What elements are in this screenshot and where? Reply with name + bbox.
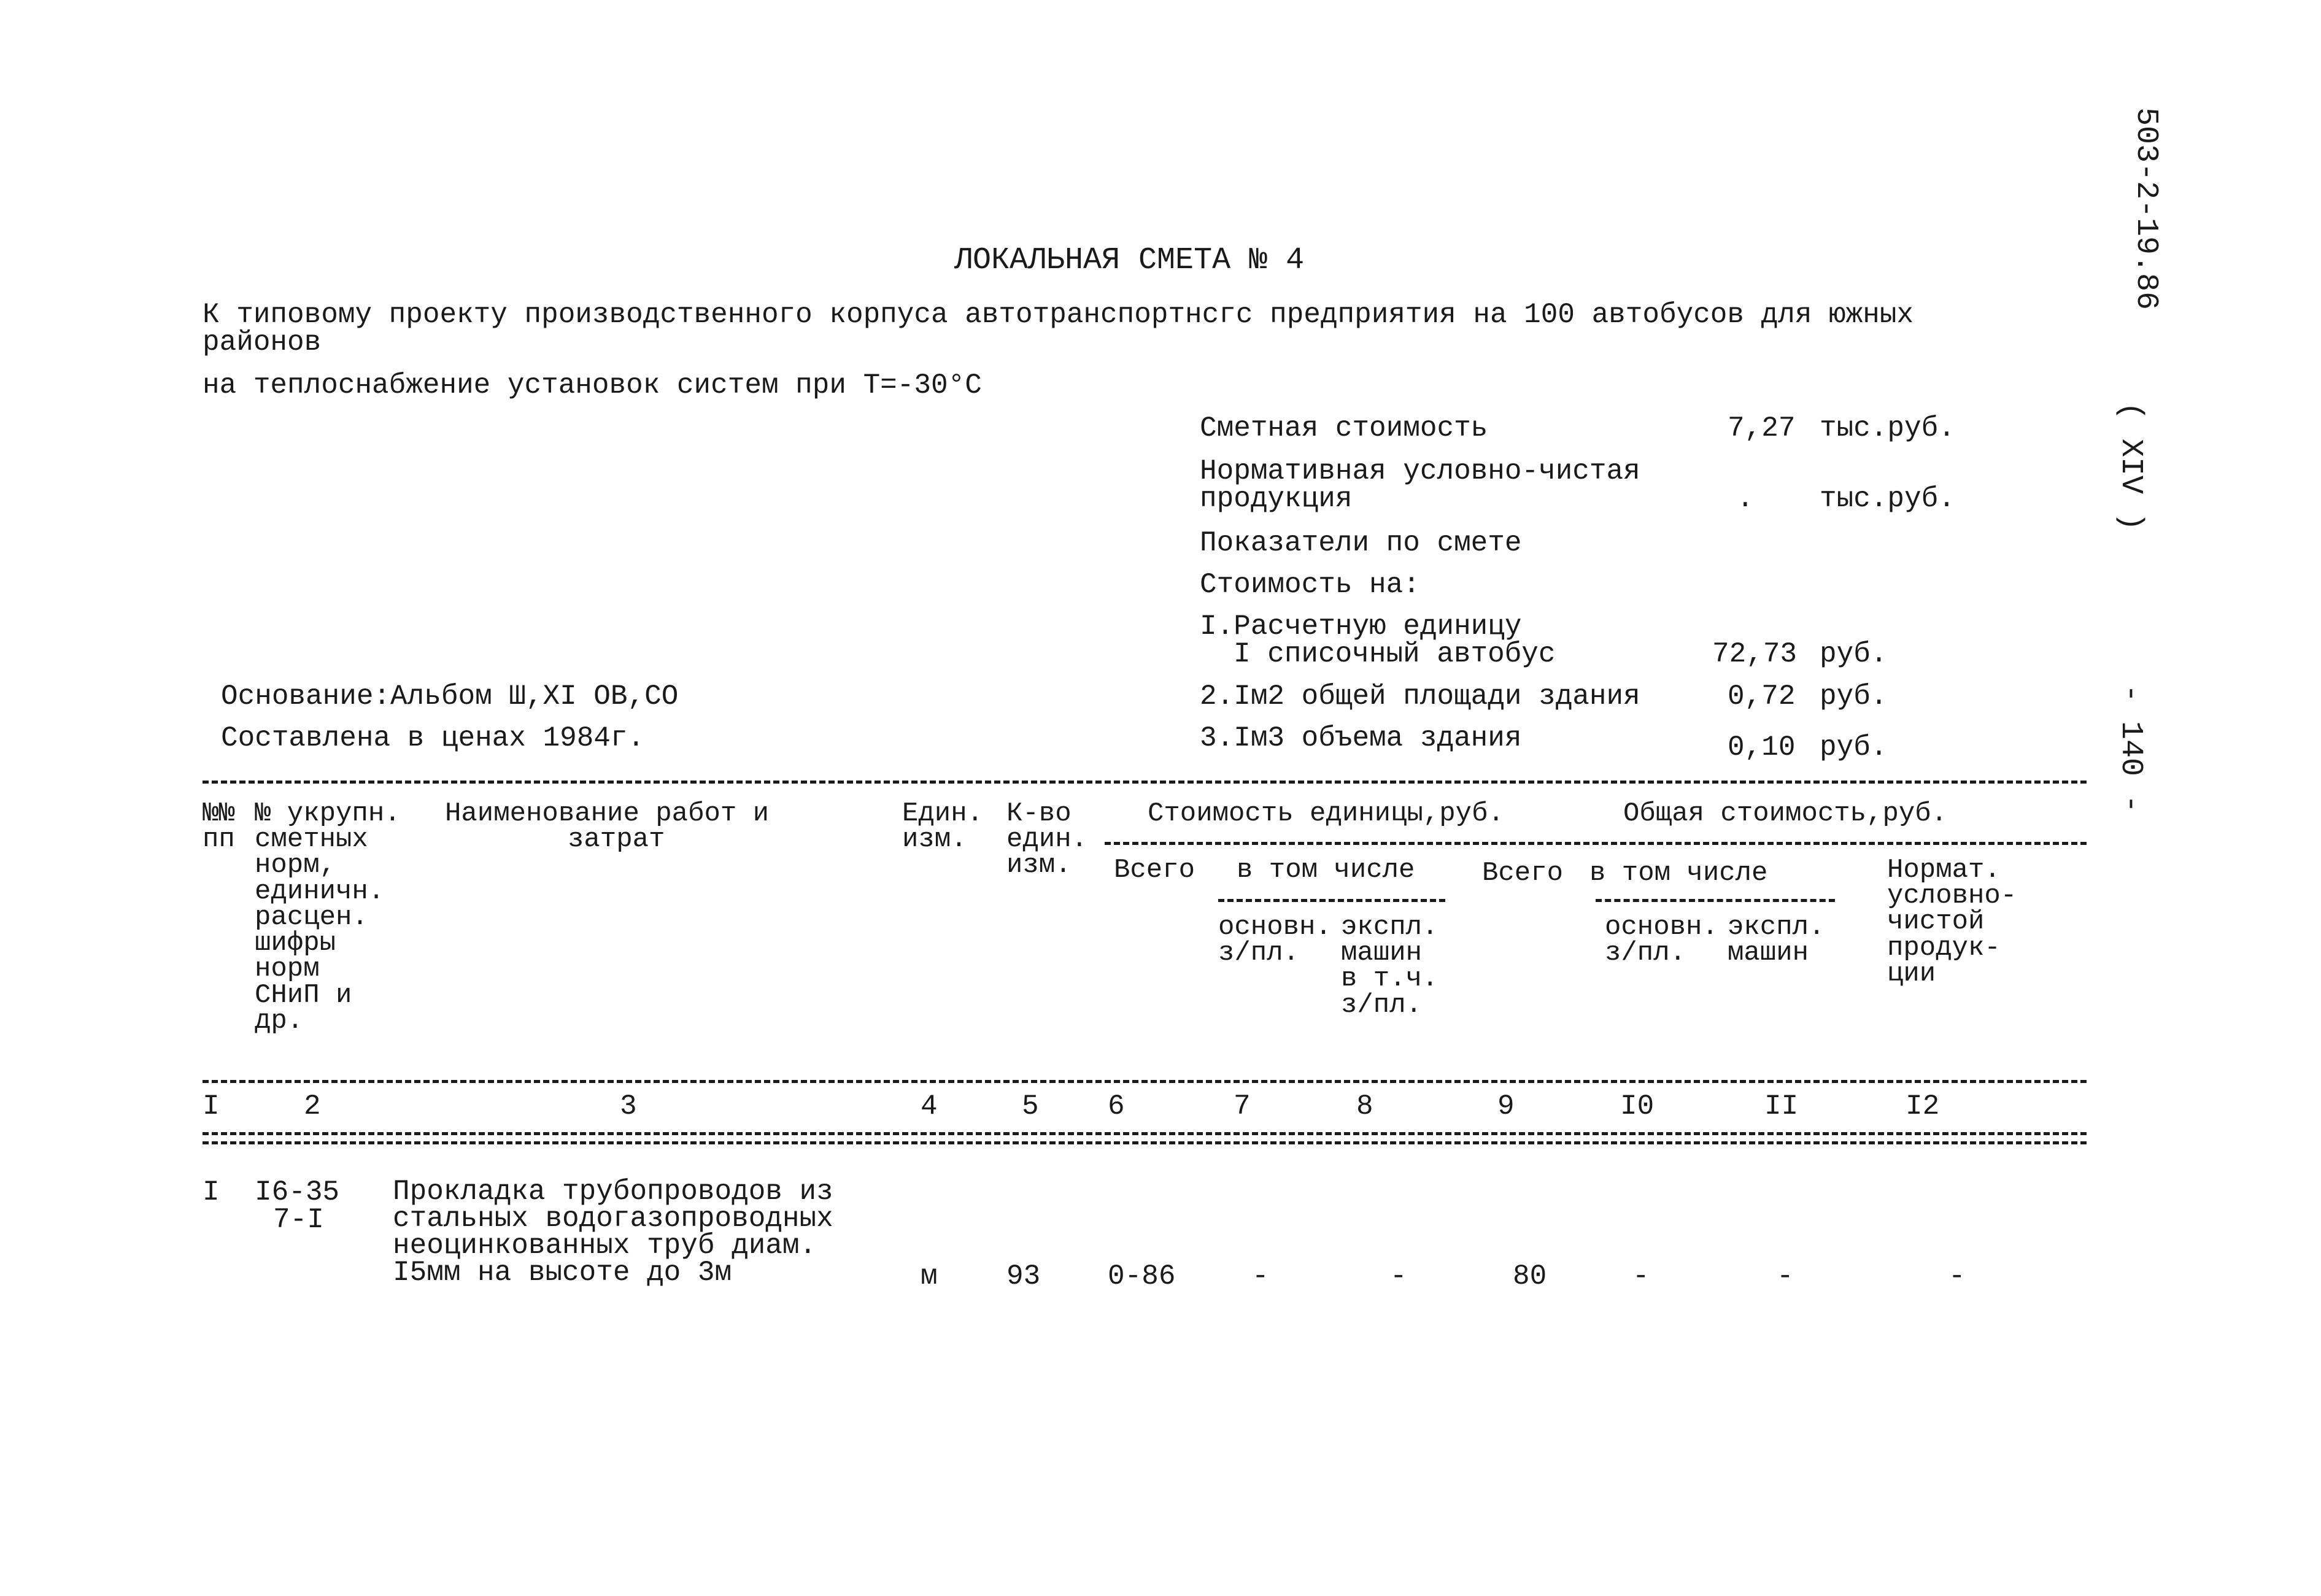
row-code-1: I6-35 — [255, 1176, 340, 1208]
header-bottom-rule — [203, 1080, 2087, 1083]
row-total-mach: - — [1777, 1260, 1794, 1292]
summary-ind1-value: 72,73 — [1712, 638, 1798, 670]
column-number-11: II — [1764, 1090, 1799, 1122]
header-col-norm-product: Нормат. условно- чистой продук- ции — [1887, 855, 2017, 989]
side-page-number: - 140 - — [2113, 684, 2148, 814]
row-unit-wage: - — [1252, 1260, 1269, 1292]
row-unit-total: 0-86 — [1108, 1260, 1176, 1292]
column-number-2: 2 — [304, 1090, 321, 1122]
header-col-unit-total: Всего — [1114, 855, 1195, 885]
header-unit-incl: в том числе — [1237, 855, 1415, 885]
summary-cost-value: 7,27 — [1728, 412, 1796, 444]
intro-line-1: К типовому проекту производственного корпуса автотранспортнсгс предприятия на 100 автобусов для южных — [203, 299, 1914, 331]
summary-ind1-unit: руб. — [1820, 638, 1888, 670]
row-norm-product: - — [1948, 1260, 1966, 1292]
column-number-5: 5 — [1022, 1090, 1039, 1122]
summary-cost-for: Стоимость на: — [1200, 569, 1420, 601]
header-col-name-2: затрат — [568, 824, 665, 855]
header-col-name-1: Наименование работ и — [445, 798, 770, 829]
column-number-7: 7 — [1234, 1090, 1251, 1122]
header-total-incl: в том числе — [1589, 858, 1768, 889]
summary-ind2-unit: руб. — [1820, 680, 1888, 712]
intro-line-3: на теплоснабжение установок систем при Т=-30°С — [203, 369, 982, 401]
document-title: ЛОКАЛЬНАЯ СМЕТА № 4 — [954, 243, 1305, 278]
column-number-3: 3 — [620, 1090, 637, 1122]
row-total: 80 — [1513, 1260, 1547, 1292]
column-number-9: 9 — [1497, 1090, 1515, 1122]
intro-line-2: районов — [203, 326, 322, 358]
header-unit-cost-group: Стоимость единицы,руб. — [1148, 798, 1504, 829]
summary-ind2-label: 2.Iм2 общей площади здания — [1200, 680, 1640, 712]
side-code: 503-2-19.86 — [2128, 107, 2163, 310]
basis-prices: Составлена в ценах 1984г. — [221, 722, 645, 754]
row-work-name: Прокладка трубопроводов из стальных водогазопроводных неоцинкованных труб диам. I5мм на высоте до 3м — [393, 1176, 833, 1289]
header-col-qty: К-во един. изм. — [1006, 798, 1088, 881]
table-top-rule — [203, 781, 2087, 784]
header-col-total-mach: экспл. машин — [1728, 912, 1825, 969]
column-number-4: 4 — [921, 1090, 938, 1122]
header-col-unit: Един. изм. — [902, 798, 984, 855]
column-number-8: 8 — [1356, 1090, 1373, 1122]
summary-ind1-label-2: I списочный автобус — [1234, 638, 1556, 670]
basis-foundation: Основание:Альбом Ш,XI ОВ,СО — [221, 680, 679, 712]
summary-ind3-value: 0,10 — [1728, 731, 1796, 763]
row-number: I — [203, 1176, 220, 1208]
summary-ind3-label: 3.Iм3 объема здания — [1200, 722, 1522, 754]
header-col-number: №№ пп — [203, 798, 235, 855]
row-qty: 93 — [1006, 1260, 1041, 1292]
summary-ind2-value: 0,72 — [1728, 680, 1796, 712]
row-unit: м — [921, 1260, 938, 1292]
summary-indicators: Показатели по смете — [1200, 527, 1522, 559]
summary-ind1-label-1: I.Расчетную единицу — [1200, 611, 1522, 642]
header-total-cost-group: Общая стоимость,руб. — [1623, 798, 1948, 829]
summary-ind3-unit: руб. — [1820, 731, 1888, 763]
unit-incl-rule — [1218, 899, 1445, 902]
row-unit-mach: - — [1390, 1260, 1407, 1292]
numbers-rule-1 — [203, 1132, 2087, 1135]
row-total-wage: - — [1632, 1260, 1650, 1292]
numbers-rule-2 — [203, 1141, 2087, 1144]
summary-cost-label: Сметная стоимость — [1200, 412, 1488, 444]
header-col-unit-mach: экспл. машин в т.ч. з/пл. — [1341, 912, 1439, 1020]
unit-cost-group-rule — [1105, 842, 2087, 845]
column-number-12: I2 — [1906, 1090, 1940, 1122]
summary-cost-unit: тыс.руб. — [1820, 412, 1955, 444]
header-col-total: Всего — [1482, 858, 1564, 889]
summary-product-label-2: продукция — [1200, 483, 1353, 515]
column-number-1: I — [203, 1090, 220, 1122]
header-col-unit-wage: основн. з/пл. — [1218, 912, 1332, 969]
header-col-total-wage: основн. з/пл. — [1605, 912, 1718, 969]
row-code-2: 7-I — [273, 1204, 324, 1236]
column-number-6: 6 — [1108, 1090, 1125, 1122]
side-album: ( XIV ) — [2113, 402, 2148, 531]
summary-product-value: . — [1737, 483, 1754, 515]
column-number-10: I0 — [1620, 1090, 1655, 1122]
summary-product-unit: тыс.руб. — [1820, 483, 1955, 515]
total-incl-rule — [1596, 899, 1835, 902]
summary-product-label-1: Нормативная условно-чистая — [1200, 455, 1640, 487]
header-col-code: № укрупн. сметных норм, единичн. расцен. шифры норм СНиП и др. — [255, 798, 401, 1036]
